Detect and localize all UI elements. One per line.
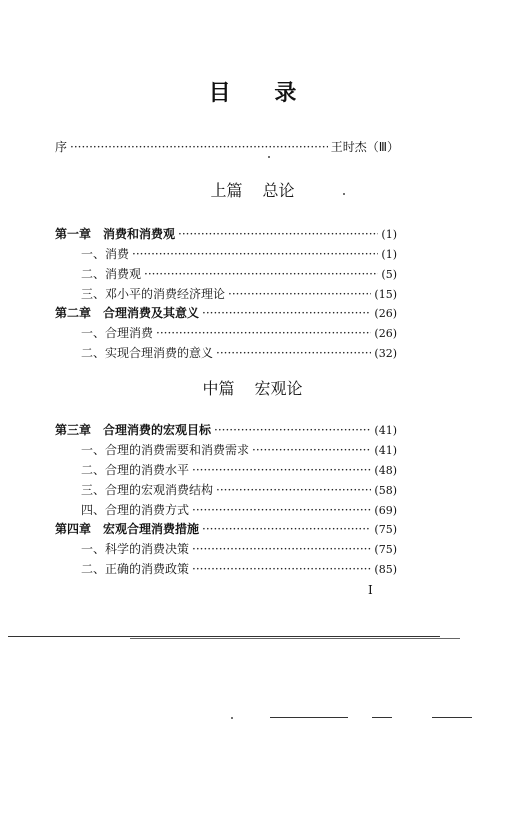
toc-section-row [81,266,397,283]
toc-chapter-row [55,422,397,439]
dot-leader [144,266,378,282]
dot-leader [202,521,371,537]
scan-speck [343,193,345,195]
part-head-label: 上篇 [210,181,243,200]
toc-entry-page: (41) [374,424,397,437]
dot-leader [192,561,371,577]
part-name-label: 总论 [262,181,295,200]
toc-section-row [81,561,397,578]
toc-entry-page: (48) [374,464,397,477]
toc-preface-page: 王时杰（Ⅲ） [330,140,399,154]
scan-rule [270,717,348,718]
toc-entry-label: 二、正确的消费政策 [81,562,190,576]
toc-section-row [81,502,397,519]
dot-leader [228,286,371,302]
toc-entry-label: 第三章 合理消费的宏观目标 [55,423,212,437]
toc-entry-page: (32) [374,347,397,360]
toc-entry-label: 一、科学的消费决策 [81,542,190,556]
page-title: 目 录 [208,81,315,106]
toc-entry-page: (69) [374,504,397,517]
part-name-label: 宏观论 [254,379,303,398]
toc-entry-label: 三、合理的宏观消费结构 [81,483,214,497]
toc-entry-label: 四、合理的消费方式 [81,503,190,517]
part-heading-1 [0,178,505,201]
toc-entry-page: (75) [374,523,397,536]
scan-rule [8,636,440,637]
toc-entry-label: 二、合理的消费水平 [81,463,190,477]
toc-section-row [81,482,397,499]
toc-entry-page: (15) [374,288,397,301]
toc-entry-label: 第四章 宏观合理消费措施 [55,522,200,536]
toc-entry-label: 三、邓小平的消费经济理论 [81,287,226,301]
toc-entry-page: (41) [374,444,397,457]
scan-speck [231,717,233,719]
dot-leader [202,305,371,321]
dot-leader [192,541,371,557]
dot-leader [156,325,371,341]
scan-rule [372,717,392,718]
toc-section-row [81,286,397,303]
toc-entry-label: 第二章 合理消费及其意义 [55,306,200,320]
dot-leader [216,345,371,361]
toc-chapter-row [55,305,397,322]
part-head-label: 中篇 [202,379,235,398]
toc-entry-page: (1) [381,248,397,261]
dot-leader [252,442,371,458]
toc-section-row [81,246,397,263]
page-number: I [368,583,373,597]
toc-entry-label: 二、实现合理消费的意义 [81,346,214,360]
toc-entry-page: (75) [374,543,397,556]
toc-preface-label: 序 [55,140,68,154]
part-heading-2 [0,376,505,399]
toc-entry-page: (26) [374,307,397,320]
toc-entry-page: (58) [374,484,397,497]
scan-rule [130,638,460,639]
toc-entry-page: (85) [374,563,397,576]
toc-chapter-row [55,521,397,538]
dot-leader [192,502,371,518]
dot-leader [132,246,378,262]
toc-section-row [81,442,397,459]
dot-leader [192,462,371,478]
toc-entry-label: 一、合理的消费需要和消费需求 [81,443,250,457]
toc-entry-page: (26) [374,327,397,340]
toc-entry-page: (5) [381,268,397,281]
dot-leader [214,422,371,438]
toc-entry-label: 一、合理消费 [81,326,154,340]
scan-speck [268,156,270,158]
toc-section-row [81,462,397,479]
toc-preface-row [55,139,399,155]
toc-section-row [81,345,397,362]
toc-entry-label: 二、消费观 [81,267,142,281]
toc-entry-page: (1) [381,228,397,241]
scan-rule [432,717,472,718]
toc-entry-label: 一、消费 [81,247,130,261]
toc-chapter-row [55,226,397,243]
toc-entry-label: 第一章 消费和消费观 [55,227,176,241]
dot-leader [70,139,328,155]
toc-section-row [81,325,397,342]
dot-leader [216,482,371,498]
toc-section-row [81,541,397,558]
dot-leader [178,226,378,242]
